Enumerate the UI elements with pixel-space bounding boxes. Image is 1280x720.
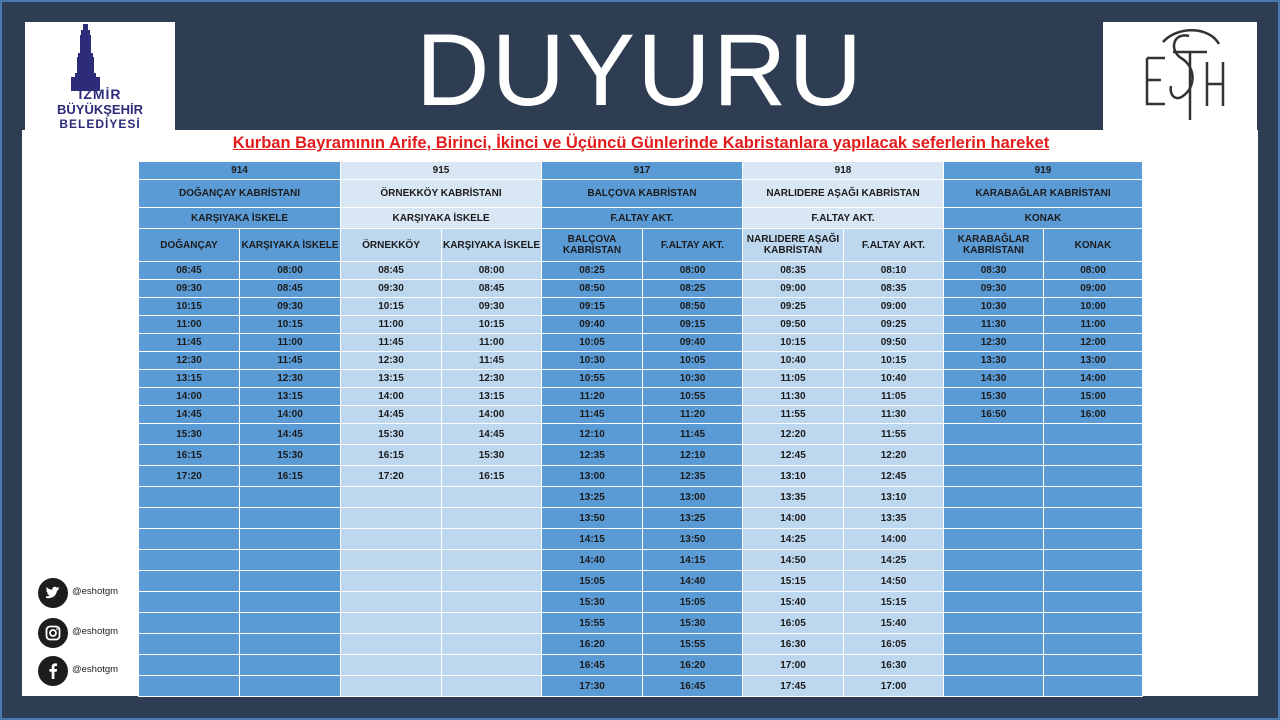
time-cell: 14:50 — [743, 550, 844, 571]
time-cell: 14:00 — [1044, 370, 1143, 388]
time-cell: 12:30 — [341, 352, 442, 370]
time-cell: 11:20 — [643, 406, 743, 424]
direction-header: KARŞIYAKA İSKELE — [240, 229, 341, 262]
time-cell: 13:50 — [643, 529, 743, 550]
direction-header: KARABAĞLAR KABRİSTANI — [944, 229, 1044, 262]
time-cell: 16:00 — [1044, 406, 1143, 424]
time-cell: 12:30 — [139, 352, 240, 370]
time-cell: 11:00 — [240, 334, 341, 352]
cemetery-row-cell: BALÇOVA KABRİSTAN — [542, 180, 743, 208]
time-cell: 09:40 — [542, 316, 643, 334]
time-cell: 09:00 — [1044, 280, 1143, 298]
time-cell: 14:40 — [643, 571, 743, 592]
time-cell: 10:15 — [139, 298, 240, 316]
table-row — [139, 487, 1143, 508]
time-cell: 12:35 — [643, 466, 743, 487]
time-cell — [139, 508, 240, 529]
time-cell: 08:45 — [341, 262, 442, 280]
time-cell — [944, 592, 1044, 613]
time-cell: 08:50 — [542, 280, 643, 298]
time-cell: 10:40 — [844, 370, 944, 388]
time-cell: 11:30 — [743, 388, 844, 406]
direction-header: BALÇOVA KABRİSTAN — [542, 229, 643, 262]
direction-header-row — [139, 229, 1143, 262]
direction-header: NARLIDERE AŞAĞI KABRİSTAN — [743, 229, 844, 262]
time-cell: 13:15 — [341, 370, 442, 388]
time-cell: 14:00 — [844, 529, 944, 550]
time-cell: 10:55 — [643, 388, 743, 406]
stop-row-cell: KONAK — [944, 208, 1143, 229]
time-cell: 17:00 — [844, 676, 944, 697]
logo-text-line3: BELEDİYESİ — [59, 117, 141, 131]
time-cell: 10:30 — [643, 370, 743, 388]
stop-row-cell: KARŞIYAKA İSKELE — [139, 208, 341, 229]
time-cell — [240, 550, 341, 571]
time-cell: 09:50 — [743, 316, 844, 334]
table-row — [139, 550, 1143, 571]
time-cell: 14:45 — [139, 406, 240, 424]
time-cell — [944, 613, 1044, 634]
instagram-handle: @eshotgm — [72, 626, 119, 637]
time-cell: 16:05 — [743, 613, 844, 634]
time-cell: 16:20 — [542, 634, 643, 655]
time-cell: 12:00 — [1044, 334, 1143, 352]
time-cell: 13:00 — [1044, 352, 1143, 370]
time-cell: 10:30 — [944, 298, 1044, 316]
time-cell — [944, 529, 1044, 550]
time-cell: 13:15 — [442, 388, 542, 406]
time-cell: 08:35 — [743, 262, 844, 280]
table-row — [139, 370, 1143, 388]
line-code-row-cell: 919 — [944, 162, 1143, 180]
time-cell: 10:15 — [341, 298, 442, 316]
time-cell — [341, 487, 442, 508]
time-cell — [139, 487, 240, 508]
time-cell — [442, 634, 542, 655]
time-cell: 12:20 — [844, 445, 944, 466]
twitter-handle: @eshotgm — [72, 586, 119, 597]
time-cell: 11:55 — [743, 406, 844, 424]
time-cell — [341, 676, 442, 697]
time-cell: 11:05 — [743, 370, 844, 388]
table-row — [139, 592, 1143, 613]
table-row — [139, 529, 1143, 550]
time-cell — [944, 445, 1044, 466]
time-cell — [1044, 529, 1143, 550]
time-cell: 08:35 — [844, 280, 944, 298]
time-cell: 11:20 — [542, 388, 643, 406]
cemetery-row-cell: ÖRNEKKÖY KABRİSTANI — [341, 180, 542, 208]
time-cell — [240, 529, 341, 550]
time-cell: 10:15 — [240, 316, 341, 334]
table-row — [139, 676, 1143, 697]
time-cell: 08:25 — [542, 262, 643, 280]
table-row — [139, 298, 1143, 316]
cemetery-row-cell: DOĞANÇAY KABRİSTANI — [139, 180, 341, 208]
time-cell — [1044, 445, 1143, 466]
time-cell: 13:15 — [240, 388, 341, 406]
time-cell — [442, 550, 542, 571]
line-code-row-cell: 915 — [341, 162, 542, 180]
stop-row-cell: F.ALTAY AKT. — [542, 208, 743, 229]
time-cell: 09:15 — [643, 316, 743, 334]
time-cell: 14:15 — [643, 550, 743, 571]
time-cell: 08:00 — [1044, 262, 1143, 280]
time-cell: 16:45 — [643, 676, 743, 697]
time-cell: 12:30 — [240, 370, 341, 388]
time-cell — [341, 571, 442, 592]
table-row — [139, 466, 1143, 487]
time-cell — [1044, 613, 1143, 634]
time-cell: 15:40 — [743, 592, 844, 613]
table-row — [139, 316, 1143, 334]
time-cell: 10:05 — [542, 334, 643, 352]
time-cell — [1044, 487, 1143, 508]
time-cell — [442, 508, 542, 529]
time-cell: 12:45 — [743, 445, 844, 466]
time-cell: 16:30 — [844, 655, 944, 676]
time-cell: 14:00 — [743, 508, 844, 529]
time-cell: 14:15 — [542, 529, 643, 550]
time-cell: 15:30 — [139, 424, 240, 445]
time-cell: 13:50 — [542, 508, 643, 529]
time-cell: 16:15 — [442, 466, 542, 487]
time-cell — [944, 634, 1044, 655]
time-cell: 15:30 — [240, 445, 341, 466]
time-cell — [240, 487, 341, 508]
line-code-row-cell: 917 — [542, 162, 743, 180]
time-cell: 09:30 — [139, 280, 240, 298]
time-cell: 14:00 — [139, 388, 240, 406]
time-cell: 11:05 — [844, 388, 944, 406]
table-row — [139, 634, 1143, 655]
clock-tower-icon — [25, 22, 175, 96]
time-cell: 10:15 — [442, 316, 542, 334]
table-row — [139, 655, 1143, 676]
time-cell: 11:00 — [341, 316, 442, 334]
table-row — [139, 508, 1143, 529]
time-cell — [240, 571, 341, 592]
page-subtitle: Kurban Bayramının Arife, Birinci, İkinci ve Üçüncü Günlerinde Kabristanlara yapılacak seferlerin hareket — [232, 134, 1050, 152]
cemetery-row-cell: NARLIDERE AŞAĞI KABRİSTAN — [743, 180, 944, 208]
time-cell: 13:00 — [542, 466, 643, 487]
stop-row-cell: KARŞIYAKA İSKELE — [341, 208, 542, 229]
time-cell: 08:45 — [240, 280, 341, 298]
time-cell: 08:25 — [643, 280, 743, 298]
time-cell — [341, 613, 442, 634]
time-cell — [442, 655, 542, 676]
time-cell: 12:10 — [643, 445, 743, 466]
time-cell — [944, 466, 1044, 487]
time-cell — [1044, 466, 1143, 487]
time-cell: 13:25 — [542, 487, 643, 508]
time-cell — [240, 508, 341, 529]
direction-header: F.ALTAY AKT. — [844, 229, 944, 262]
time-cell — [944, 676, 1044, 697]
direction-header: DOĞANÇAY — [139, 229, 240, 262]
time-cell: 08:45 — [442, 280, 542, 298]
time-cell: 08:00 — [643, 262, 743, 280]
direction-header: ÖRNEKKÖY — [341, 229, 442, 262]
facebook-handle: @eshotgm — [72, 664, 119, 675]
time-cell: 11:45 — [542, 406, 643, 424]
table-row — [139, 445, 1143, 466]
time-cell — [1044, 655, 1143, 676]
table-row — [139, 571, 1143, 592]
time-cell: 15:55 — [643, 634, 743, 655]
izmir-logo — [25, 22, 175, 130]
time-cell: 12:10 — [542, 424, 643, 445]
eshot-logo — [1103, 22, 1257, 130]
table-row — [139, 352, 1143, 370]
table-row — [139, 424, 1143, 445]
time-cell: 16:50 — [944, 406, 1044, 424]
direction-header: KARŞIYAKA İSKELE — [442, 229, 542, 262]
time-cell — [240, 613, 341, 634]
time-cell — [1044, 634, 1143, 655]
time-cell: 08:00 — [240, 262, 341, 280]
time-cell — [1044, 508, 1143, 529]
time-cell — [944, 424, 1044, 445]
logo-text-line2: BÜYÜKŞEHİR — [57, 102, 143, 117]
time-cell: 15:05 — [643, 592, 743, 613]
time-cell: 10:30 — [542, 352, 643, 370]
time-cell: 14:45 — [442, 424, 542, 445]
time-cell: 14:00 — [240, 406, 341, 424]
time-cell: 08:45 — [139, 262, 240, 280]
time-cell: 09:25 — [743, 298, 844, 316]
cemetery-row-cell: KARABAĞLAR KABRİSTANI — [944, 180, 1143, 208]
time-cell: 15:30 — [341, 424, 442, 445]
time-cell: 12:20 — [743, 424, 844, 445]
eshot-monogram-icon — [1103, 22, 1257, 130]
time-cell: 14:45 — [341, 406, 442, 424]
time-cell — [139, 529, 240, 550]
time-cell — [341, 529, 442, 550]
time-cell: 15:30 — [643, 613, 743, 634]
logo-text-line1: İZMİR — [78, 86, 122, 102]
time-cell: 11:00 — [139, 316, 240, 334]
time-cell — [944, 550, 1044, 571]
time-cell: 09:00 — [743, 280, 844, 298]
time-cell: 11:45 — [442, 352, 542, 370]
time-cell: 14:45 — [240, 424, 341, 445]
time-cell: 13:10 — [844, 487, 944, 508]
line-code-row-cell: 918 — [743, 162, 944, 180]
time-cell — [442, 529, 542, 550]
time-cell: 12:30 — [944, 334, 1044, 352]
time-cell: 16:05 — [844, 634, 944, 655]
time-cell — [240, 634, 341, 655]
time-cell — [341, 634, 442, 655]
time-cell: 13:10 — [743, 466, 844, 487]
time-cell: 13:15 — [139, 370, 240, 388]
time-cell — [341, 592, 442, 613]
time-cell — [442, 676, 542, 697]
table-row — [139, 334, 1143, 352]
time-cell: 11:55 — [844, 424, 944, 445]
stop-row-cell: F.ALTAY AKT. — [743, 208, 944, 229]
time-cell — [1044, 424, 1143, 445]
time-cell: 17:30 — [542, 676, 643, 697]
time-cell: 13:35 — [743, 487, 844, 508]
time-cell: 11:00 — [1044, 316, 1143, 334]
time-cell: 12:35 — [542, 445, 643, 466]
time-cell: 11:30 — [944, 316, 1044, 334]
time-cell: 13:35 — [844, 508, 944, 529]
time-cell: 11:45 — [643, 424, 743, 445]
instagram-icon — [38, 618, 68, 648]
cemetery-row — [139, 180, 1143, 208]
time-cell: 13:25 — [643, 508, 743, 529]
time-cell: 11:00 — [442, 334, 542, 352]
time-cell: 09:30 — [944, 280, 1044, 298]
twitter-icon — [38, 578, 68, 608]
time-cell: 17:20 — [139, 466, 240, 487]
time-cell: 13:00 — [643, 487, 743, 508]
time-cell: 10:05 — [643, 352, 743, 370]
time-cell — [1044, 550, 1143, 571]
time-cell: 11:45 — [139, 334, 240, 352]
time-cell — [1044, 571, 1143, 592]
table-row — [139, 613, 1143, 634]
time-cell: 10:15 — [743, 334, 844, 352]
direction-header: KONAK — [1044, 229, 1143, 262]
facebook-link[interactable] — [38, 656, 158, 686]
time-cell: 09:30 — [341, 280, 442, 298]
time-cell: 14:00 — [442, 406, 542, 424]
time-cell: 16:15 — [240, 466, 341, 487]
time-cell — [240, 676, 341, 697]
time-cell: 16:30 — [743, 634, 844, 655]
time-cell: 14:50 — [844, 571, 944, 592]
time-cell — [442, 592, 542, 613]
page-title: DUYURU — [415, 13, 865, 127]
line-code-row-cell: 914 — [139, 162, 341, 180]
time-cell — [341, 655, 442, 676]
line-code-row — [139, 162, 1143, 180]
time-cell: 15:15 — [844, 592, 944, 613]
time-cell: 08:30 — [944, 262, 1044, 280]
time-cell — [240, 592, 341, 613]
instagram-link[interactable] — [38, 618, 158, 648]
time-cell: 10:15 — [844, 352, 944, 370]
time-cell: 14:25 — [743, 529, 844, 550]
time-cell — [944, 508, 1044, 529]
time-cell — [944, 655, 1044, 676]
time-cell: 14:40 — [542, 550, 643, 571]
timetable — [138, 161, 1143, 697]
time-cell — [442, 571, 542, 592]
time-cell: 10:40 — [743, 352, 844, 370]
time-cell — [944, 571, 1044, 592]
time-cell — [240, 655, 341, 676]
facebook-icon — [38, 656, 68, 686]
time-cell: 15:55 — [542, 613, 643, 634]
time-cell: 12:45 — [844, 466, 944, 487]
table-row — [139, 280, 1143, 298]
time-cell: 09:15 — [542, 298, 643, 316]
time-cell — [1044, 676, 1143, 697]
stop-row — [139, 208, 1143, 229]
time-cell: 14:00 — [341, 388, 442, 406]
time-cell — [442, 487, 542, 508]
time-cell — [944, 487, 1044, 508]
time-cell: 09:30 — [240, 298, 341, 316]
time-cell: 17:00 — [743, 655, 844, 676]
time-cell: 10:55 — [542, 370, 643, 388]
time-cell: 17:20 — [341, 466, 442, 487]
time-cell: 16:15 — [139, 445, 240, 466]
time-cell: 15:40 — [844, 613, 944, 634]
time-cell: 11:45 — [341, 334, 442, 352]
time-cell: 08:50 — [643, 298, 743, 316]
time-cell — [341, 508, 442, 529]
time-cell: 15:30 — [944, 388, 1044, 406]
time-cell: 09:40 — [643, 334, 743, 352]
time-cell — [341, 550, 442, 571]
time-cell: 13:30 — [944, 352, 1044, 370]
time-cell: 11:45 — [240, 352, 341, 370]
time-cell: 15:30 — [542, 592, 643, 613]
time-cell — [1044, 592, 1143, 613]
time-cell: 09:30 — [442, 298, 542, 316]
time-cell: 11:30 — [844, 406, 944, 424]
time-cell: 10:00 — [1044, 298, 1143, 316]
table-row — [139, 406, 1143, 424]
time-cell: 16:20 — [643, 655, 743, 676]
direction-header: F.ALTAY AKT. — [643, 229, 743, 262]
table-row — [139, 262, 1143, 280]
time-cell — [139, 550, 240, 571]
time-cell: 08:10 — [844, 262, 944, 280]
table-row — [139, 388, 1143, 406]
time-cell: 12:30 — [442, 370, 542, 388]
time-cell: 17:45 — [743, 676, 844, 697]
time-cell: 16:15 — [341, 445, 442, 466]
time-cell: 09:25 — [844, 316, 944, 334]
time-cell: 15:05 — [542, 571, 643, 592]
time-cell: 09:00 — [844, 298, 944, 316]
time-cell: 14:30 — [944, 370, 1044, 388]
time-cell — [442, 613, 542, 634]
twitter-link[interactable] — [38, 578, 158, 608]
time-cell: 09:50 — [844, 334, 944, 352]
time-cell: 15:00 — [1044, 388, 1143, 406]
time-cell: 15:15 — [743, 571, 844, 592]
time-cell: 15:30 — [442, 445, 542, 466]
time-cell: 16:45 — [542, 655, 643, 676]
time-cell: 08:00 — [442, 262, 542, 280]
time-cell: 14:25 — [844, 550, 944, 571]
